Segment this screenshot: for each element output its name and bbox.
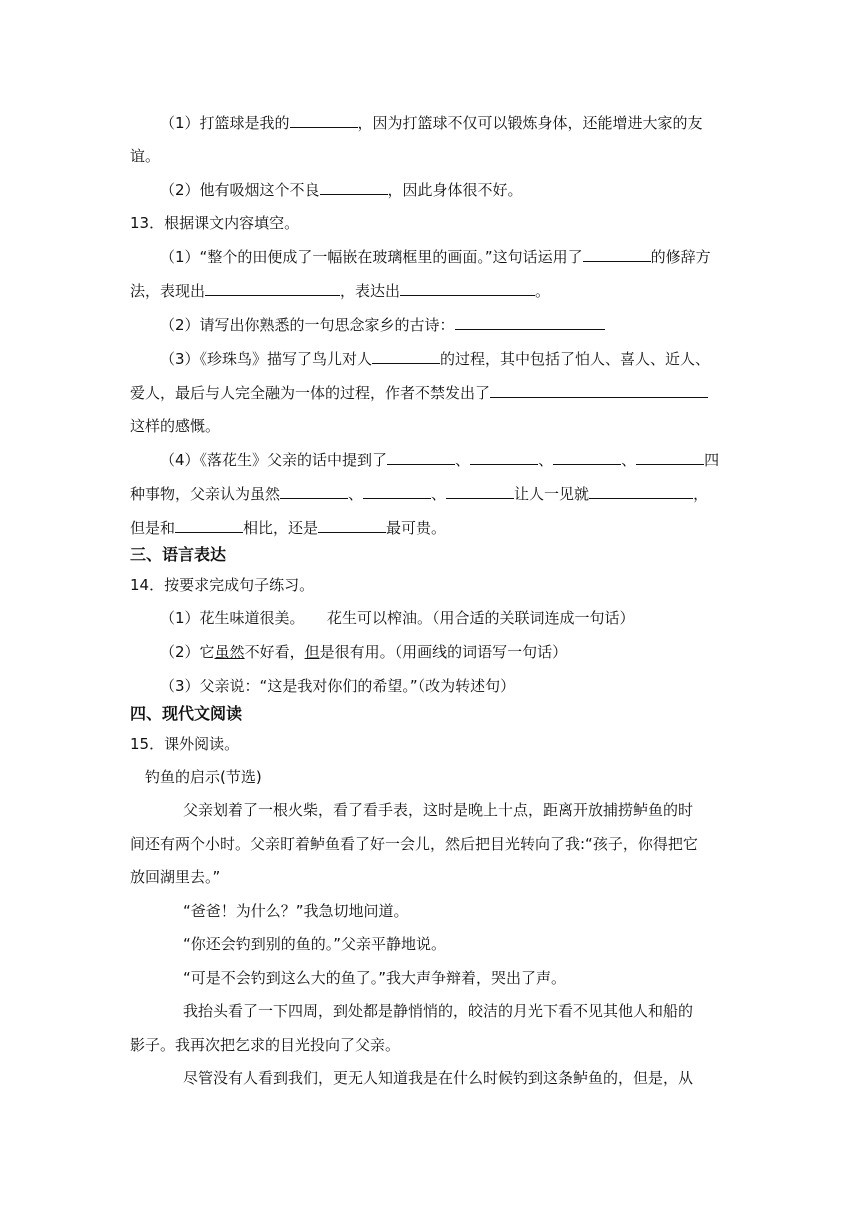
- answer-blank[interactable]: [387, 449, 455, 465]
- passage-line: 放回湖里去。”: [130, 868, 221, 886]
- q13-line-2: [130, 280, 550, 302]
- text: 法，表现出: [130, 282, 206, 300]
- q14-sentence-2: [160, 641, 567, 663]
- answer-blank[interactable]: [318, 517, 386, 533]
- text: ，: [693, 485, 709, 503]
- text: （2）他有吸烟这个不良: [160, 181, 320, 199]
- passage-line: 尽管没有人看到我们，更无人知道我是在什么时候钓到这条鲈鱼的，但是，从: [183, 1069, 694, 1087]
- passage-title: 钓鱼的启示(节选): [145, 768, 262, 786]
- text: 但是和: [130, 519, 176, 537]
- q13-line-8: [130, 483, 708, 505]
- q13-line-9: [130, 517, 446, 539]
- text: 最可贵。: [386, 519, 447, 537]
- text: ，表达出: [340, 282, 401, 300]
- answer-blank[interactable]: [400, 280, 535, 296]
- passage-line: 影子。我再次把乞求的目光投向了父亲。: [130, 1036, 401, 1054]
- answer-blank[interactable]: [446, 483, 514, 499]
- q12-sentence-1: [160, 112, 703, 134]
- q14-sentence-1: （1）花生味道很美。 花生可以榨油。（用合适的关联词连成一句话）: [160, 609, 635, 627]
- passage-line: “你还会钓到别的鱼的。”父亲平静地说。: [183, 935, 447, 953]
- underlined-word: 虽然: [214, 643, 245, 661]
- text: （1）打篮球是我的: [160, 114, 290, 132]
- answer-blank[interactable]: [490, 382, 708, 398]
- q12-sentence-2: [160, 179, 523, 201]
- answer-blank[interactable]: [583, 246, 651, 262]
- text: ，因此身体很不好。: [387, 181, 523, 199]
- answer-blank[interactable]: [455, 314, 605, 330]
- separator: 、: [348, 485, 364, 503]
- section-heading-4: 四、现代文阅读: [130, 704, 243, 723]
- text: 的修辞方: [650, 248, 711, 266]
- answer-blank[interactable]: [280, 483, 348, 499]
- text: 相比，还是: [243, 519, 319, 537]
- text: ，因为打篮球不仅可以锻炼身体，还能增进大家的友: [357, 114, 703, 132]
- passage-line: 父亲划着了一根火柴，看了看手表，这时是晚上十点，距离开放捕捞鲈鱼的时: [183, 801, 694, 819]
- text: （2）请写出你熟悉的一句思念家乡的古诗：: [160, 316, 455, 334]
- passage-line: 我抬头看了一下四周，到处都是静悄悄的，皎洁的月光下看不见其他人和船的: [183, 1002, 694, 1020]
- question-14-title: 14．按要求完成句子练习。: [130, 576, 315, 594]
- text: 的过程，其中包括了怕人、喜人、近人、: [440, 350, 711, 368]
- separator: 、: [431, 485, 447, 503]
- q14-sentence-3: （3）父亲说：“这是我对你们的希望。”（改为转述句）: [160, 677, 516, 695]
- answer-blank[interactable]: [372, 348, 440, 364]
- question-15-title: 15．课外阅读。: [130, 735, 240, 753]
- answer-blank[interactable]: [553, 449, 621, 465]
- text: 爱人，最后与人完全融为一体的过程，作者不禁发出了: [130, 384, 491, 402]
- text: 不好看，: [244, 643, 305, 661]
- passage-line: “爸爸！为什么？”我急切地问道。: [183, 902, 409, 920]
- text: 种事物，父亲认为虽然: [130, 485, 281, 503]
- section-heading-3: 三、语言表达: [130, 545, 227, 564]
- text: 四: [704, 451, 720, 469]
- answer-blank[interactable]: [175, 517, 243, 533]
- text: 让人一见就: [514, 485, 590, 503]
- answer-blank[interactable]: [290, 112, 358, 128]
- q13-line-6: 这样的感慨。: [130, 417, 221, 435]
- answer-blank[interactable]: [636, 449, 704, 465]
- text: （3）《珍珠鸟》描写了鸟儿对人: [160, 350, 373, 368]
- separator: 、: [621, 451, 637, 469]
- text: （4）《落花生》父亲的话中提到了: [160, 451, 388, 469]
- q13-line-1: [160, 246, 711, 268]
- q13-line-7: [160, 449, 719, 471]
- passage-line: “可是不会钓到这么大的鱼了。”我大声争辩着，哭出了声。: [183, 969, 567, 987]
- answer-blank[interactable]: [205, 280, 340, 296]
- text: 是很有用。（用画线的词语写一句话）: [319, 643, 568, 661]
- underlined-word: 但: [304, 643, 320, 661]
- passage-line: 间还有两个小时。父亲盯着鲈鱼看了好一会儿，然后把目光转向了我:“孩子，你得把它: [130, 835, 698, 853]
- answer-blank[interactable]: [589, 483, 693, 499]
- q12-sentence-1-cont: 谊。: [130, 147, 161, 165]
- text: 。: [535, 282, 551, 300]
- q13-line-4: [160, 348, 710, 370]
- answer-blank[interactable]: [470, 449, 538, 465]
- answer-blank[interactable]: [363, 483, 431, 499]
- separator: 、: [538, 451, 554, 469]
- answer-blank[interactable]: [320, 179, 388, 195]
- q13-line-5: [130, 382, 708, 404]
- question-13-title: 13．根据课文内容填空。: [130, 214, 300, 232]
- text: （1）“整个的田便成了一幅嵌在玻璃框里的画面。”这句话运用了: [160, 248, 583, 266]
- separator: 、: [455, 451, 471, 469]
- q13-line-3: [160, 314, 605, 336]
- text: （2）它: [160, 643, 215, 661]
